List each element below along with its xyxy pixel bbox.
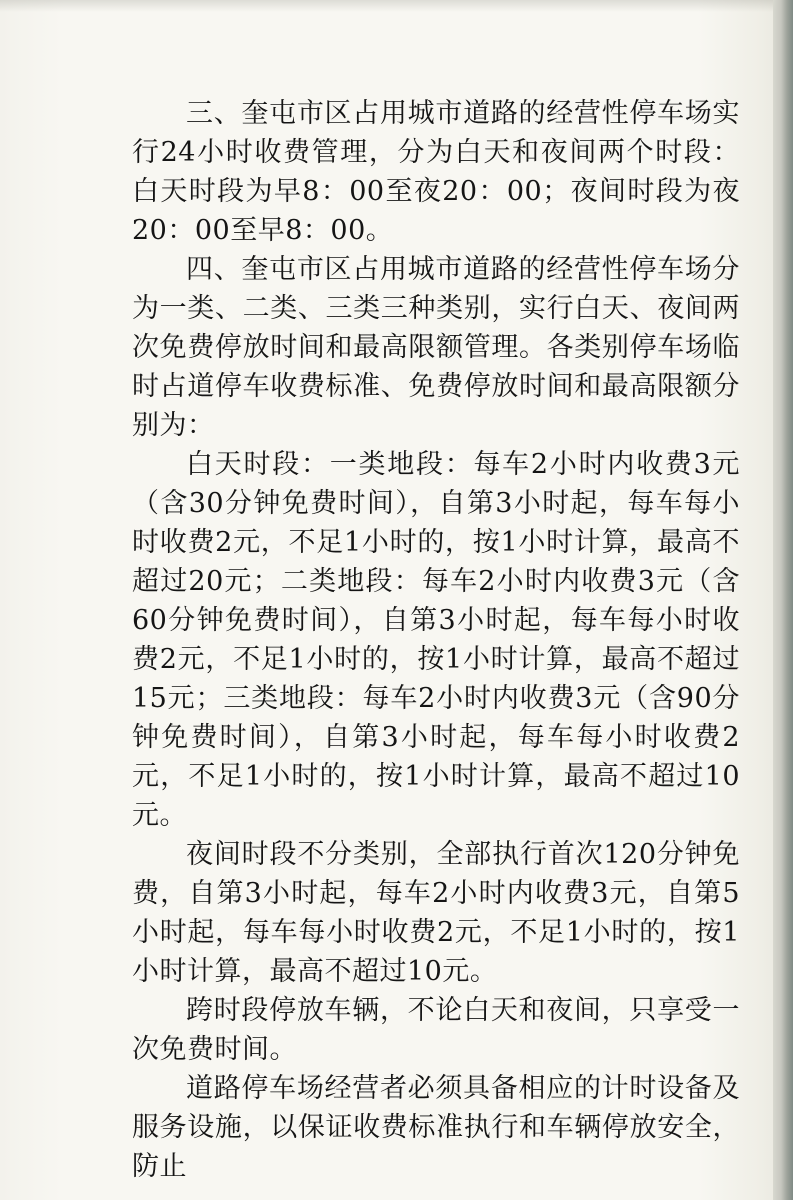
book-binding-edge [773,0,793,1200]
page-top-shadow [0,0,793,12]
paragraph-cross-period: 跨时段停放车辆，不论白天和夜间，只享受一次免费时间。 [132,995,740,1065]
paragraph-night-fees: 夜间时段不分类别，全部执行首次120分钟免费，自第3小时起，每车2小时内收费3元，自第5小时起，每车每小时收费2元，不足1小时的，按1小时计算，最高不超过10元。 [132,839,740,987]
paragraph-operator-requirements: 道路停车场经营者必须具备相应的计时设备及服务设施，以保证收费标准执行和车辆停放安全，防止 [132,1073,740,1182]
document-body [132,94,740,1186]
paragraph-section-four: 四、奎屯市区占用城市道路的经营性停车场分为一类、二类、三类三种类别，实行白天、夜间两次免费停放时间和最高限额管理。各类别停车场临时占道停车收费标准、免费停放时间和最高限额分别为： [132,254,740,441]
paragraph-section-three: 三、奎屯市区占用城市道路的经营性停车场实行24小时收费管理，分为白天和夜间两个时段：白天时段为早8：00至夜20：00；夜间时段为夜20：00至早8：00。 [132,98,740,246]
paragraph-daytime-fees: 白天时段：一类地段：每车2小时内收费3元（含30分钟免费时间），自第3小时起，每车每小时收费2元，不足1小时的，按1小时计算，最高不超过20元；二类地段：每车2小时内收费3元（含60分钟免费时间），自第3小时起，每车每小时收费2元，不足1小时的，按1小时计算，最高不超过15元；三类地段：每车2小时内收费3元（含90分钟免费时间），自第3小时起，每车每小时收费2元，不足1小时的，按1小时计算，最高不超过10元。 [132,449,740,831]
